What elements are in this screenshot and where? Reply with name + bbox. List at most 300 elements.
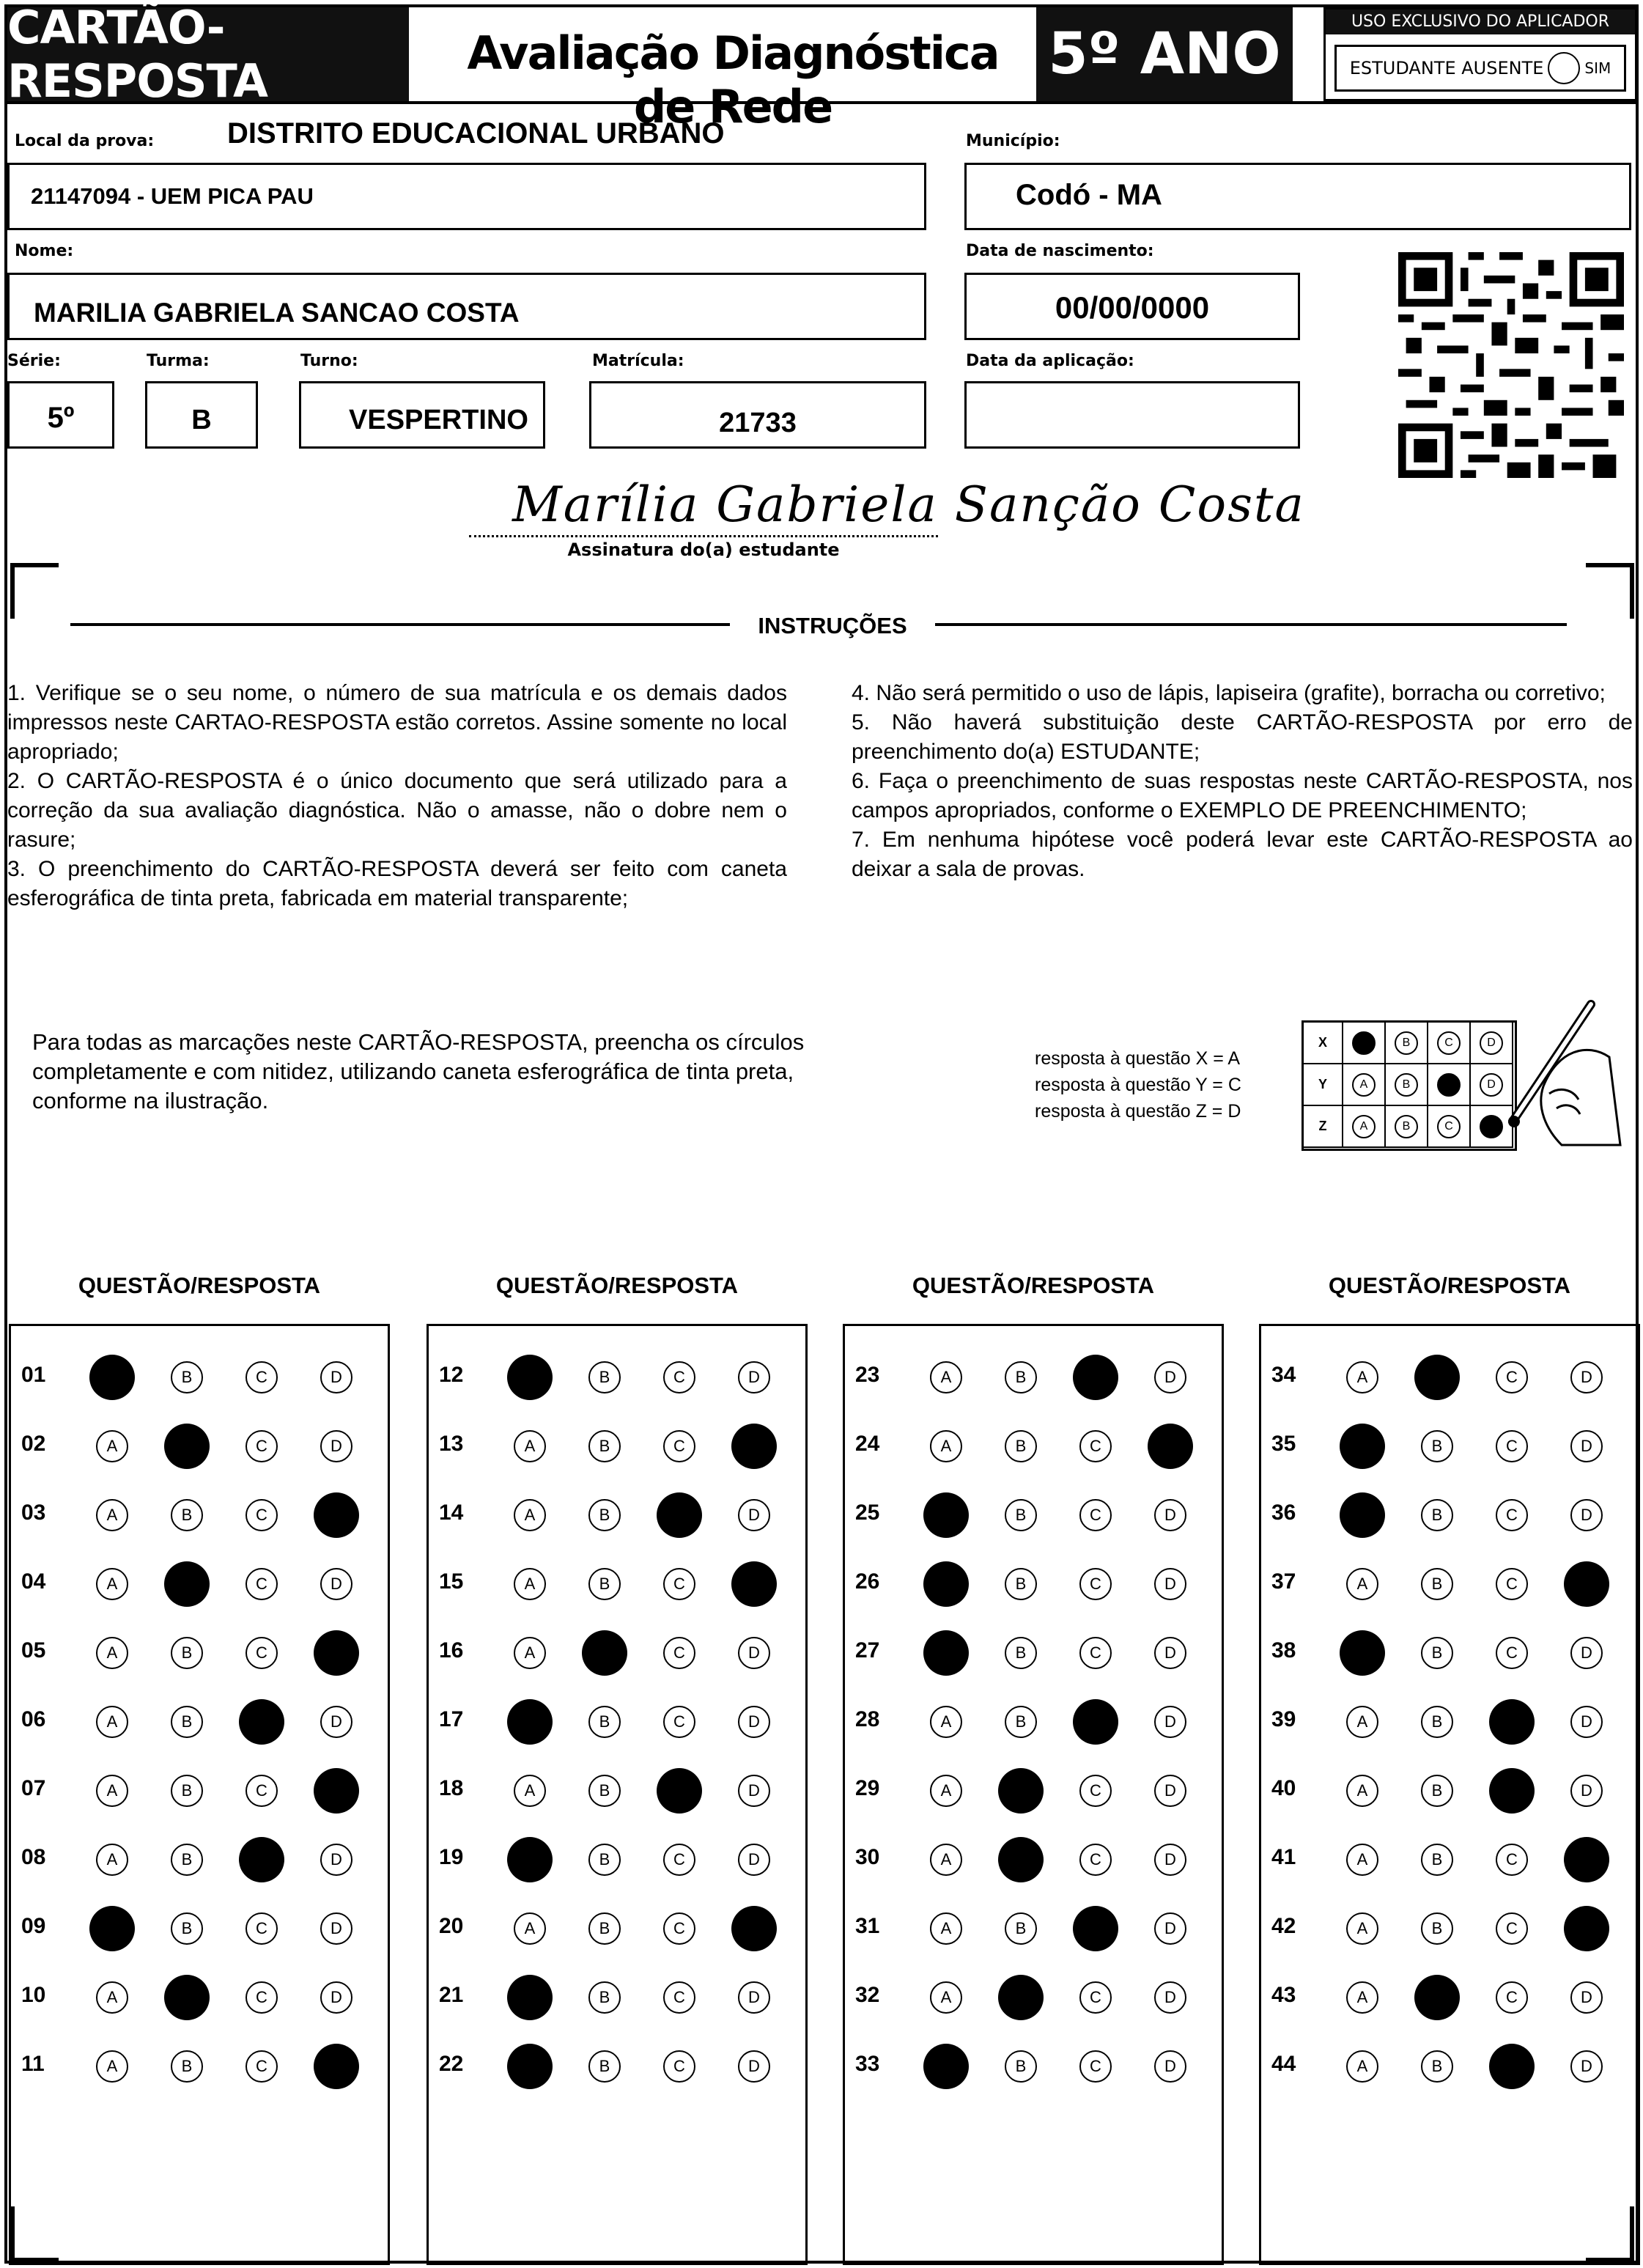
answer-bubble-a[interactable]: A [514,1912,546,1945]
answer-bubble-c[interactable]: C [663,1568,695,1600]
answer-bubble-a[interactable]: A [96,1430,128,1462]
question-number: 27 [855,1638,880,1663]
question-row [1261,1484,1638,1543]
question-number: 24 [855,1432,880,1456]
municipio-label: Município: [966,132,1060,150]
answer-bubble-a[interactable]: A [514,1430,546,1462]
answer-bubble-b[interactable]: B [1421,1775,1453,1807]
turma-value: B [191,405,212,435]
question-number: 07 [21,1776,46,1800]
answer-bubble-c[interactable]: C [663,1637,695,1669]
answer-bubble-b[interactable] [998,1975,1044,2020]
answer-bubble-a[interactable]: A [1346,2050,1378,2083]
answer-bubble-b[interactable]: B [171,2050,203,2083]
question-number: 33 [855,2052,880,2076]
answer-bubble-a[interactable]: A [930,1706,962,1738]
nome-value: MARILIA GABRIELA SANCAO COSTA [34,298,520,328]
question-number: 29 [855,1776,880,1800]
instruction-3: 3. O preenchimento do CARTÃO-RESPOSTA deverá ser feito com caneta esferográfica de tinta preta, fabricada em material transparente; [7,857,787,910]
answer-bubble-b[interactable]: B [1421,1637,1453,1669]
answer-bubble-b[interactable]: B [171,1775,203,1807]
answer-bubble-c[interactable] [1073,1355,1118,1400]
question-row [429,1415,805,1474]
answer-bubble-b[interactable]: B [1421,1430,1453,1462]
answer-bubble-a[interactable] [923,1492,969,1538]
answer-bubble-a[interactable]: A [1346,1361,1378,1393]
question-number: 06 [21,1707,46,1731]
answer-bubble-a[interactable] [1340,1424,1385,1469]
answer-bubble-a[interactable]: A [96,1637,128,1669]
nascimento-label: Data de nascimento: [966,242,1154,260]
answer-bubble-a[interactable]: A [1346,1775,1378,1807]
answer-bubble-b[interactable] [164,1561,210,1607]
answer-bubble-d[interactable]: D [738,1706,770,1738]
question-number: 44 [1271,2052,1296,2076]
example-bubble: C [1437,1031,1461,1055]
grade-badge: 5º ANO [1036,7,1293,101]
answer-bubble-c[interactable] [657,1768,702,1814]
answer-bubble-a[interactable]: A [96,1706,128,1738]
example-cell [1386,1023,1428,1064]
answer-bubble-b[interactable]: B [171,1361,203,1393]
answer-bubble-c[interactable]: C [1079,1568,1112,1600]
answer-bubble-a[interactable]: A [930,1912,962,1945]
answer-bubble-c[interactable]: C [663,1706,695,1738]
answer-bubble-c[interactable]: C [1079,1981,1112,2014]
answer-bubble-d[interactable]: D [738,1361,770,1393]
question-row [1261,1553,1638,1612]
instructions-left [7,679,787,913]
corner-mark-tl [10,563,59,619]
answer-bubble-b[interactable]: B [588,1499,621,1531]
answer-bubble-b[interactable]: B [1421,1844,1453,1876]
answer-bubble-b[interactable]: B [171,1637,203,1669]
instructions-rule-left [70,623,730,626]
example-cell [1428,1106,1471,1148]
answer-bubble-d[interactable]: D [738,1637,770,1669]
question-number: 34 [1271,1363,1296,1387]
answer-bubble-b[interactable]: B [588,1430,621,1462]
example-bubble [1352,1031,1376,1055]
answer-bubble-c[interactable]: C [663,1844,695,1876]
question-number: 37 [1271,1569,1296,1594]
answer-bubble-b[interactable]: B [171,1912,203,1945]
answer-bubble-d[interactable]: D [738,1499,770,1531]
answer-bubble-a[interactable]: A [96,1568,128,1600]
example-bubble: C [1437,1115,1461,1138]
question-number: 15 [439,1569,464,1594]
answer-bubble-a[interactable]: A [930,1844,962,1876]
answer-bubble-c[interactable] [239,1837,284,1882]
corner-mark-tr [1586,563,1634,619]
answer-bubble-c[interactable]: C [1496,1912,1528,1945]
answer-bubble-b[interactable]: B [1005,1568,1037,1600]
question-number: 40 [1271,1776,1296,1800]
example-bubble: A [1352,1073,1376,1097]
answer-bubble-a[interactable]: A [1346,1844,1378,1876]
question-row [429,1622,805,1681]
aplicacao-field [964,381,1300,449]
pen-hand-icon [1492,998,1624,1152]
question-number: 22 [439,2052,464,2076]
answer-bubble-b[interactable]: B [1005,1706,1037,1738]
answer-bubble-a[interactable]: A [96,1844,128,1876]
answer-bubble-a[interactable] [923,2044,969,2089]
answer-bubble-b[interactable]: B [171,1706,203,1738]
answer-bubble-b[interactable]: B [1005,1912,1037,1945]
question-number: 04 [21,1569,46,1594]
question-row [11,1484,388,1543]
question-number: 17 [439,1707,464,1731]
question-row [845,1347,1222,1405]
answer-bubble-b[interactable] [1414,1975,1460,2020]
example-cell [1386,1064,1428,1106]
answer-bubble-d[interactable]: D [1154,1706,1186,1738]
answer-bubble-d[interactable]: D [320,1706,352,1738]
answer-bubble-c[interactable]: C [1496,1430,1528,1462]
answer-bubble-d[interactable] [314,1492,359,1538]
answer-bubble-c[interactable]: C [663,1981,695,2014]
answer-bubble-d[interactable]: D [1570,1499,1603,1531]
answer-bubble-b[interactable]: B [588,1775,621,1807]
answer-column-1 [9,1324,390,2265]
answer-bubble-c[interactable]: C [663,1361,695,1393]
answer-bubble-b[interactable]: B [588,1981,621,2014]
answer-bubble-c[interactable]: C [245,1637,278,1669]
answer-bubble-c[interactable]: C [245,2050,278,2083]
example-row-label: X [1304,1023,1343,1064]
answer-bubble-d[interactable]: D [1570,1430,1603,1462]
question-row [845,1967,1222,2025]
answer-bubble-d[interactable]: D [738,1844,770,1876]
qr-code [1398,252,1624,478]
instruction-5: 5. Não haverá substituição deste CARTÃO-RESPOSTA por erro de preenchimento do(a) ESTUDANTE; [852,710,1633,764]
question-number: 39 [1271,1707,1296,1731]
answer-bubble-d[interactable]: D [1154,1844,1186,1876]
answer-bubble-a[interactable] [507,1837,553,1882]
answer-bubble-c[interactable]: C [1496,1637,1528,1669]
answer-bubble-c[interactable]: C [245,1430,278,1462]
municipio-value: Codó - MA [1016,179,1162,211]
answer-bubble-d[interactable]: D [1154,1499,1186,1531]
question-number: 01 [21,1363,46,1387]
question-number: 05 [21,1638,46,1663]
answer-sheet-badge: CARTÃO-RESPOSTA [7,7,409,101]
exam-title: Avaliação Diagnóstica de Rede [467,26,999,133]
question-row [845,1898,1222,1956]
answer-bubble-c[interactable]: C [663,1912,695,1945]
answer-bubble-b[interactable]: B [1421,2050,1453,2083]
instruction-2: 2. O CARTÃO-RESPOSTA é o único documento que será utilizado para a correção da sua avaliação diagnóstica. Não o amasse, não o dobre nem o rasure; [7,769,787,852]
column-title: QUESTÃO/RESPOSTA [912,1273,1155,1298]
answer-bubble-c[interactable]: C [245,1912,278,1945]
answer-bubble-a[interactable] [507,1355,553,1400]
answer-bubble-d[interactable] [731,1906,777,1951]
answer-bubble-c[interactable] [1073,1906,1118,1951]
question-number: 18 [439,1776,464,1800]
nome-label: Nome: [15,242,74,260]
local-value: 21147094 - UEM PICA PAU [31,183,314,209]
answer-bubble-a[interactable]: A [930,1430,962,1462]
question-row [11,1760,388,1819]
fill-note: Para todas as marcações neste CARTÃO-RESPOSTA, preencha os círculos completamente e com nitidez, utilizando caneta esferográfica de tinta preta, conforme na ilustração. [32,1029,805,1113]
example-bubble: A [1352,1115,1376,1138]
answer-bubble-c[interactable]: C [245,1568,278,1600]
column-title: QUESTÃO/RESPOSTA [495,1273,739,1298]
instruction-4: 4. Não será permitido o uso de lápis, lapiseira (grafite), borracha ou corretivo; [852,681,1606,705]
question-row [11,1622,388,1681]
example-row-label: Y [1304,1064,1343,1106]
answer-bubble-c[interactable]: C [663,2050,695,2083]
example-bubble: D [1480,1073,1503,1097]
question-row [11,1898,388,1956]
question-row [845,1691,1222,1750]
answer-bubble-c[interactable]: C [1079,1499,1112,1531]
answer-bubble-d[interactable]: D [320,1844,352,1876]
answer-bubble-b[interactable] [998,1768,1044,1814]
signature-line [469,535,938,537]
answer-bubble-b[interactable]: B [1005,2050,1037,2083]
applicator-box [1323,7,1637,101]
answer-bubble-c[interactable] [1489,1699,1535,1745]
answer-bubble-a[interactable]: A [96,2050,128,2083]
answer-bubble-a[interactable]: A [514,1775,546,1807]
answer-bubble-c[interactable]: C [245,1361,278,1393]
answer-bubble-a[interactable]: A [930,1981,962,2014]
answer-bubble-a[interactable] [923,1630,969,1676]
question-row [429,1553,805,1612]
example-line-y: resposta à questão Y = C [1035,1075,1241,1095]
answer-bubble-d[interactable] [731,1561,777,1607]
answer-bubble-b[interactable] [164,1424,210,1469]
answer-bubble-d[interactable]: D [1154,1568,1186,1600]
answer-bubble-a[interactable] [507,1975,553,2020]
answer-bubble-b[interactable]: B [1421,1499,1453,1531]
answer-bubble-a[interactable]: A [514,1637,546,1669]
example-row-label: Z [1304,1106,1343,1148]
answer-bubble-c[interactable]: C [1496,1844,1528,1876]
answer-bubble-d[interactable]: D [1570,2050,1603,2083]
answer-bubble-c[interactable] [657,1492,702,1538]
answer-bubble-a[interactable]: A [930,1775,962,1807]
answer-bubble-a[interactable]: A [96,1499,128,1531]
answer-bubble-b[interactable]: B [1005,1637,1037,1669]
answer-bubble-b[interactable]: B [588,1706,621,1738]
question-number: 12 [439,1363,464,1387]
answer-bubble-c[interactable]: C [1079,1775,1112,1807]
answer-bubble-b[interactable]: B [1005,1361,1037,1393]
answer-bubble-b[interactable]: B [1421,1706,1453,1738]
question-number: 25 [855,1501,880,1525]
answer-bubble-c[interactable] [1489,1768,1535,1814]
question-row [845,1829,1222,1888]
question-row [429,1691,805,1750]
answer-bubble-b[interactable] [998,1837,1044,1882]
answer-bubble-d[interactable] [314,1630,359,1676]
answer-bubble-b[interactable]: B [1421,1568,1453,1600]
answer-bubble-a[interactable]: A [96,1775,128,1807]
answer-bubble-d[interactable] [731,1424,777,1469]
turno-label: Turno: [300,352,358,370]
answer-bubble-a[interactable] [507,1699,553,1745]
question-number: 31 [855,1914,880,1938]
answer-bubble-b[interactable] [1414,1355,1460,1400]
answer-bubble-d[interactable]: D [1570,1981,1603,2014]
example-line-z: resposta à questão Z = D [1035,1101,1241,1122]
answer-bubble-a[interactable]: A [1346,1912,1378,1945]
answer-bubble-b[interactable]: B [588,1568,621,1600]
answer-bubble-d[interactable]: D [1154,1912,1186,1945]
answer-bubble-a[interactable] [1340,1492,1385,1538]
answer-bubble-a[interactable] [923,1561,969,1607]
answer-bubble-d[interactable]: D [320,1568,352,1600]
question-row [11,1415,388,1474]
answer-bubble-b[interactable]: B [1005,1499,1037,1531]
answer-bubble-a[interactable]: A [1346,1568,1378,1600]
answer-bubble-c[interactable]: C [245,1981,278,2014]
answer-bubble-b[interactable]: B [1421,1912,1453,1945]
answer-bubble-d[interactable] [1564,1837,1609,1882]
answer-bubble-d[interactable]: D [1570,1637,1603,1669]
answer-bubble-d[interactable]: D [1570,1361,1603,1393]
answer-bubble-a[interactable] [1340,1630,1385,1676]
answer-bubble-c[interactable]: C [1079,1637,1112,1669]
question-number: 23 [855,1363,880,1387]
instruction-1: 1. Verifique se o seu nome, o número de sua matrícula e os demais dados impressos neste CARTAO-RESPOSTA estão corretos. Assine somente no local apropriado; [7,681,787,764]
question-row [845,1622,1222,1681]
answer-bubble-c[interactable]: C [1496,1499,1528,1531]
question-number: 21 [439,1983,464,2007]
question-number: 08 [21,1845,46,1869]
answer-bubble-d[interactable]: D [1570,1706,1603,1738]
answer-bubble-d[interactable]: D [738,2050,770,2083]
example-cell [1343,1023,1386,1064]
answer-bubble-c[interactable]: C [1079,2050,1112,2083]
answer-bubble-c[interactable]: C [1496,1361,1528,1393]
answer-bubble-b[interactable]: B [171,1844,203,1876]
answer-bubble-b[interactable]: B [588,2050,621,2083]
question-row [11,1829,388,1888]
question-row [845,2036,1222,2094]
question-number: 03 [21,1501,46,1525]
question-number: 41 [1271,1845,1296,1869]
nascimento-value: 00/00/0000 [1055,290,1210,325]
question-number: 35 [1271,1432,1296,1456]
question-row [1261,1760,1638,1819]
question-number: 42 [1271,1914,1296,1938]
answer-bubble-d[interactable] [1564,1561,1609,1607]
answer-bubble-b[interactable]: B [588,1361,621,1393]
answer-bubble-b[interactable]: B [171,1499,203,1531]
question-row [1261,2036,1638,2094]
answer-bubble-d[interactable] [314,2044,359,2089]
aplicacao-label: Data da aplicação: [966,352,1134,370]
answer-bubble-c[interactable]: C [1496,1981,1528,2014]
instruction-7: 7. Em nenhuma hipótese você poderá levar este CARTÃO-RESPOSTA ao deixar a sala de provas. [852,828,1633,881]
answer-bubble-d[interactable] [314,1768,359,1814]
matricula-label: Matrícula: [592,352,684,370]
question-number: 26 [855,1569,880,1594]
answer-bubble-c[interactable]: C [1079,1430,1112,1462]
serie-value: 5º [47,402,75,434]
absent-option: SIM [1584,59,1611,77]
answer-bubble-b[interactable]: B [588,1844,621,1876]
answer-bubble-b[interactable] [582,1630,627,1676]
answer-bubble-a[interactable]: A [930,1361,962,1393]
answer-bubble-b[interactable] [164,1975,210,2020]
question-number: 20 [439,1914,464,1938]
question-number: 43 [1271,1983,1296,2007]
answer-bubble-d[interactable] [1564,1906,1609,1951]
question-number: 13 [439,1432,464,1456]
answer-bubble-d[interactable]: D [1154,1981,1186,2014]
answer-bubble-a[interactable]: A [96,1981,128,2014]
answer-bubble-d[interactable]: D [320,1912,352,1945]
answer-bubble-d[interactable]: D [320,1430,352,1462]
example-bubble: D [1480,1031,1503,1055]
answer-bubble-c[interactable]: C [1079,1844,1112,1876]
example-cell [1343,1064,1386,1106]
answer-bubble-a[interactable] [507,2044,553,2089]
answer-bubble-d[interactable]: D [320,1361,352,1393]
answer-bubble-c[interactable]: C [1496,1568,1528,1600]
local-label: Local da prova: [15,132,155,150]
question-number: 19 [439,1845,464,1869]
question-row [1261,1967,1638,2025]
answer-column-4 [1259,1324,1640,2265]
answer-bubble-a[interactable]: A [514,1499,546,1531]
answer-bubble-d[interactable]: D [1154,1637,1186,1669]
answer-bubble-c[interactable] [1073,1699,1118,1745]
answer-bubble-d[interactable]: D [1154,1775,1186,1807]
answer-bubble-c[interactable]: C [663,1430,695,1462]
answer-bubble-b[interactable]: B [1005,1430,1037,1462]
question-row [1261,1691,1638,1750]
answer-bubble-d[interactable]: D [1154,1361,1186,1393]
answer-bubble-c[interactable] [239,1699,284,1745]
example-cell [1386,1106,1428,1148]
answer-bubble-c[interactable] [1489,2044,1535,2089]
question-number: 09 [21,1914,46,1938]
example-line-x: resposta à questão X = A [1035,1048,1241,1069]
question-number: 16 [439,1638,464,1663]
answer-bubble-d[interactable]: D [738,1775,770,1807]
answer-bubble-b[interactable]: B [588,1912,621,1945]
answer-bubble-a[interactable]: A [514,1568,546,1600]
answer-bubble-a[interactable]: A [1346,1706,1378,1738]
example-cell [1343,1106,1386,1148]
answer-bubble-d[interactable]: D [320,1981,352,2014]
answer-bubble-d[interactable]: D [738,1981,770,2014]
example-bubble: B [1395,1031,1418,1055]
answer-bubble-d[interactable]: D [1154,2050,1186,2083]
answer-bubble-d[interactable]: D [1570,1775,1603,1807]
answer-bubble-a[interactable] [89,1355,135,1400]
answer-bubble-c[interactable]: C [245,1775,278,1807]
answer-bubble-a[interactable]: A [1346,1981,1378,2014]
answer-bubble-c[interactable]: C [245,1499,278,1531]
example-bubble: B [1395,1115,1418,1138]
absent-label: ESTUDANTE AUSENTE [1349,58,1544,78]
question-number: 30 [855,1845,880,1869]
question-row [11,1967,388,2025]
answer-bubble-d[interactable] [1148,1424,1193,1469]
turma-label: Turma: [147,352,210,370]
matricula-value: 21733 [719,408,797,438]
answer-bubble-a[interactable] [89,1906,135,1951]
absent-bubble[interactable] [1548,52,1580,84]
instructions-right [852,679,1633,884]
